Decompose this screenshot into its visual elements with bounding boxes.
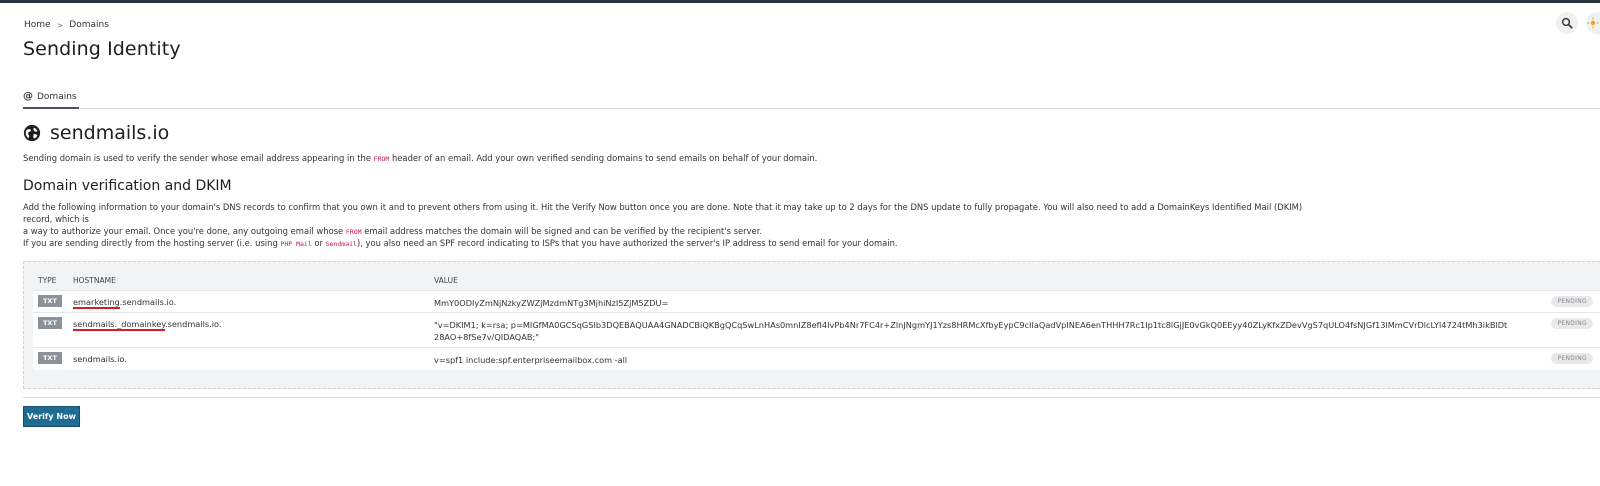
hostname-cell[interactable] <box>73 313 434 348</box>
table-row <box>33 291 1600 313</box>
hostname-suffix: .sendmails.io. <box>165 319 222 329</box>
domain-name: sendmails.io <box>50 122 170 144</box>
column-header-type: TYPE <box>38 275 57 285</box>
php-mail-code: PHP Mail <box>280 240 312 248</box>
section-divider <box>23 397 1600 398</box>
status-badge: PENDING <box>1551 318 1593 329</box>
verification-title: Domain verification and DKIM <box>23 178 232 194</box>
hostname-prefix: sendmails._domainkey <box>73 319 166 329</box>
value-cell[interactable]: v=spf1 include:spf.enterpriseemailbox.com -all <box>434 348 1521 370</box>
domain-description-before: Sending domain is used to verify the sender whose email address appearing in the <box>23 153 374 163</box>
dns-records-panel <box>23 261 1600 389</box>
hostname-cell[interactable] <box>73 291 434 313</box>
top-actions <box>1556 12 1600 34</box>
table-header-row <box>33 270 1600 291</box>
type-badge: TXT <box>38 317 62 329</box>
table-row <box>33 313 1600 348</box>
spf-para-after: ), you also need an SPF record indicating to ISPs that you have authorized the server's IP address to send email for your domain. <box>356 238 898 248</box>
status-badge: PENDING <box>1551 296 1593 307</box>
spf-description <box>23 237 898 250</box>
globe-icon <box>23 124 41 142</box>
breadcrumb-current: Domains <box>69 20 109 30</box>
value-cell[interactable]: "v=DKIM1; k=rsa; p=MIGfMA0GCSqGSIb3DQEBAQUAA4GNADCBiQKBgQCqSwLnHAs0mnIZ8efI4IvPb4Nr7FC4r+ZlnJNgmYJ1Yzs8HRMcXfbyEypC9cIIaQadVpINEA6enTHHH7Rc1Ip1tc8lGjJE0vGkQ0EEyy40ZLyKfxZDevVgS7qULO4fsNJGf13lMmCVrDlcLYl4724tMh3ikBlDt28AO+8fSe7v/QIDAQAB;" <box>434 313 1521 348</box>
sendmail-code: Sendmail <box>325 240 357 248</box>
hostname-prefix: emarketing <box>73 297 120 307</box>
hostname-suffix: .sendmails.io. <box>119 297 177 307</box>
type-badge: TXT <box>38 352 62 364</box>
from-code: FROM <box>373 155 390 163</box>
from-code-2: FROM <box>345 228 362 236</box>
type-badge: TXT <box>38 295 62 307</box>
verification-para1-line1: Add the following information to your domain's DNS records to confirm that you own it and to prevent others from using it. Hit the Verify Now button once you are done. Note that it may take up to 2 days for the DNS update to fully propagate. You will also need to add a DomainKeys Identified Mail (DKIM) record, which is <box>23 202 1303 224</box>
table-row <box>33 348 1600 370</box>
sun-icon <box>1587 17 1599 29</box>
hostname-cell[interactable] <box>73 348 434 370</box>
domain-description <box>23 152 817 165</box>
search-button[interactable] <box>1556 12 1578 34</box>
tab-bar <box>23 86 1600 109</box>
dns-records-table <box>33 270 1600 370</box>
column-header-value: VALUE <box>434 275 458 285</box>
tab-domains[interactable] <box>23 86 79 109</box>
column-header-hostname: HOSTNAME <box>73 275 116 285</box>
verification-description <box>23 201 1323 238</box>
breadcrumb-separator: > <box>56 20 64 30</box>
domain-description-after: header of an email. Add your own verified sending domains to send emails on behalf of your domain. <box>389 153 818 163</box>
top-bar <box>0 0 1600 3</box>
theme-toggle-button[interactable] <box>1586 12 1600 34</box>
hostname-suffix: sendmails.io. <box>73 354 127 364</box>
column-header-status <box>1521 270 1600 291</box>
verify-now-button[interactable]: Verify Now <box>23 406 80 427</box>
domain-header <box>23 122 169 144</box>
status-badge: PENDING <box>1551 353 1593 364</box>
breadcrumb-home-link[interactable]: Home <box>24 20 51 30</box>
spf-para-or: or <box>311 238 326 248</box>
tab-domains-label: Domains <box>37 91 77 102</box>
verification-para1-line2-before: a way to authorize your email. Once you're done, any outgoing email whose <box>23 226 346 236</box>
breadcrumb <box>24 20 109 30</box>
value-cell[interactable]: MmY0ODIyZmNjNzkyZWZjMzdmNTg3MjhiNzI5ZjM5ZDU= <box>434 291 1521 313</box>
spf-para-before: If you are sending directly from the hosting server (i.e. using <box>23 238 281 248</box>
verification-para1-line2-after: email address matches the domain will be signed and can be verified by the recipient's server. <box>361 226 763 236</box>
at-icon: @ <box>23 91 33 102</box>
search-icon <box>1561 17 1573 29</box>
page-title: Sending Identity <box>23 38 181 60</box>
